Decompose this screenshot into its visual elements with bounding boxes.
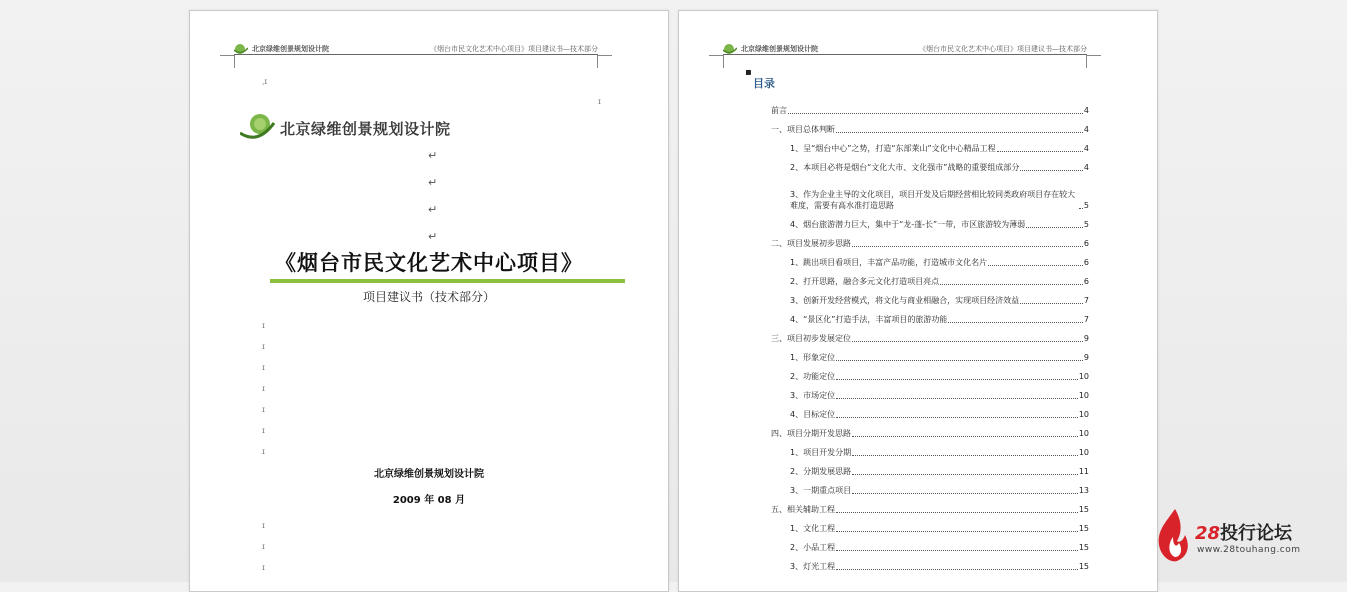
- toc-page-number: 10: [1078, 372, 1089, 381]
- toc-entry[interactable]: [771, 211, 1089, 230]
- toc-page-number: 9: [1083, 353, 1089, 362]
- bullet-mark: ▪: [745, 67, 752, 78]
- toc-entry[interactable]: [771, 382, 1089, 401]
- margin-corner-mark: [709, 55, 724, 68]
- margin-corner-mark: [597, 55, 612, 68]
- paragraph-mark: ɪ: [262, 521, 265, 530]
- toc-entry[interactable]: [771, 173, 1089, 211]
- toc-entry[interactable]: [771, 344, 1089, 363]
- flame-icon: [1157, 507, 1191, 563]
- toc-entry-text: 2、打开思路，融合多元文化打造项目亮点: [790, 277, 940, 286]
- toc-entry-text: 五、相关辅助工程: [771, 505, 835, 514]
- toc-leader-dots: [852, 474, 1078, 475]
- toc-entry-text: 2、功能定位: [790, 372, 836, 381]
- toc-page-number: 7: [1083, 296, 1089, 305]
- forum-title: 投行论坛: [1220, 523, 1293, 544]
- forum-url: www.28touhang.com: [1197, 545, 1301, 555]
- toc-page-number: 5: [1083, 201, 1089, 210]
- toc-leader-dots: [940, 284, 1083, 285]
- toc-page-number: 10: [1078, 391, 1089, 400]
- logo-icon: [240, 111, 276, 141]
- paragraph-mark: ɪ: [262, 426, 265, 435]
- toc-page-number: 4: [1083, 125, 1089, 134]
- toc-entry-text: 一、项目总体判断: [771, 125, 835, 134]
- header-divider: [723, 54, 1087, 55]
- margin-corner-mark: [220, 55, 235, 68]
- document-page-toc: [678, 10, 1158, 592]
- toc-leader-dots: [1020, 170, 1083, 171]
- toc-page-number: 7: [1083, 315, 1089, 324]
- toc-page-number: 5: [1083, 220, 1089, 229]
- organization-name: 北京绿维创景规划设计院: [374, 469, 484, 480]
- toc-entry-text: 二、项目发展初步思路: [771, 239, 851, 248]
- document-page-cover: [189, 10, 669, 592]
- toc-entry-text: 3、创新开发经营模式，将文化与商业相融合，实现项目经济效益: [790, 296, 1020, 305]
- document-subtitle: 项目建议书（技术部分）: [362, 290, 495, 304]
- toc-entry[interactable]: [771, 135, 1089, 154]
- paragraph-mark: ɪ: [262, 563, 265, 572]
- toc-leader-dots: [836, 398, 1078, 399]
- header-document-title: 《烟台市民文化艺术中心项目》项目建议书—技术部分: [919, 45, 1087, 53]
- header-organization: 北京绿维创景规划设计院: [252, 45, 329, 53]
- toc-entry[interactable]: [771, 420, 1089, 439]
- toc-entry-text: 2、分期发展思路: [790, 467, 852, 476]
- header-document-title: 《烟台市民文化艺术中心项目》项目建议书—技术部分: [430, 45, 598, 53]
- toc-entry-text: 1、项目开发分期: [790, 448, 852, 457]
- toc-entry-text: 4、烟台旅游潜力巨大，集中于“龙-蓬-长”一带，市区旅游较为薄弱: [790, 220, 1026, 229]
- toc-leader-dots: [836, 512, 1078, 513]
- toc-page-number: 6: [1083, 277, 1089, 286]
- toc-entry[interactable]: [771, 534, 1089, 553]
- toc-entry-text: 2、本项目必将是烟台“文化大市、文化强市”战略的重要组成部分: [790, 163, 1020, 172]
- paragraph-mark: ɪ: [262, 342, 265, 351]
- paragraph-mark: ɪ: [262, 363, 265, 372]
- toc-entry-text: 4、“景区化”打造手法，丰富项目的旅游功能: [790, 315, 948, 324]
- margin-corner-mark: [1086, 55, 1101, 68]
- page-header: [234, 43, 598, 67]
- toc-entry[interactable]: [771, 515, 1089, 534]
- toc-leader-dots: [1026, 227, 1083, 228]
- table-of-contents: [771, 97, 1089, 572]
- toc-page-number: 9: [1083, 334, 1089, 343]
- toc-page-number: 13: [1078, 486, 1089, 495]
- toc-entry-text: 1、呈“烟台中心”之势，打造“东部莱山”文化中心精品工程: [790, 144, 996, 153]
- toc-leader-dots: [852, 436, 1078, 437]
- toc-leader-dots: [836, 132, 1083, 133]
- toc-leader-dots: [1079, 208, 1083, 209]
- toc-entry-text: 2、小品工程: [790, 543, 836, 552]
- toc-entry[interactable]: [771, 230, 1089, 249]
- toc-page-number: 6: [1083, 239, 1089, 248]
- toc-leader-dots: [852, 341, 1083, 342]
- toc-leader-dots: [852, 246, 1083, 247]
- toc-entry[interactable]: [771, 496, 1089, 515]
- forum-name: [1195, 519, 1292, 545]
- return-mark: ↵: [428, 203, 438, 216]
- toc-heading: 目录: [753, 77, 775, 90]
- toc-entry[interactable]: [771, 477, 1089, 496]
- toc-leader-dots: [836, 569, 1078, 570]
- toc-entry[interactable]: [771, 439, 1089, 458]
- toc-page-number: 4: [1083, 106, 1089, 115]
- toc-leader-dots: [836, 360, 1083, 361]
- toc-leader-dots: [788, 113, 1083, 114]
- toc-entry-text: 前言: [771, 106, 787, 115]
- toc-entry-text: 1、形象定位: [790, 353, 836, 362]
- toc-entry-text: 3、灯光工程: [790, 562, 836, 571]
- toc-entry[interactable]: [771, 268, 1089, 287]
- toc-page-number: 10: [1078, 410, 1089, 419]
- page-header: [723, 43, 1087, 67]
- toc-entry-text: 3、作为企业主导的文化项目，项目开发及后期经营相比较同类政府项目存在较大难度，需要有高水准打造思路: [790, 190, 1076, 210]
- toc-entry[interactable]: [771, 401, 1089, 420]
- toc-page-number: 15: [1078, 562, 1089, 571]
- toc-entry[interactable]: [771, 287, 1089, 306]
- toc-page-number: 15: [1078, 505, 1089, 514]
- toc-entry-text: 四、项目分期开发思路: [771, 429, 851, 438]
- toc-entry[interactable]: [771, 154, 1089, 173]
- toc-entry[interactable]: [771, 553, 1089, 572]
- toc-leader-dots: [836, 531, 1078, 532]
- toc-page-number: 10: [1078, 429, 1089, 438]
- toc-leader-dots: [988, 265, 1083, 266]
- toc-entry-text: 3、市场定位: [790, 391, 836, 400]
- paragraph-mark: ɪ: [262, 405, 265, 414]
- title-underline: [270, 279, 625, 283]
- toc-leader-dots: [1020, 303, 1083, 304]
- toc-page-number: 11: [1078, 467, 1089, 476]
- paragraph-mark: ɪ: [262, 321, 265, 330]
- toc-page-number: 15: [1078, 524, 1089, 533]
- toc-entry[interactable]: [771, 325, 1089, 344]
- paragraph-mark: ɪ: [262, 384, 265, 393]
- toc-entry-text: 1、文化工程: [790, 524, 836, 533]
- toc-entry[interactable]: [771, 97, 1089, 116]
- toc-leader-dots: [836, 379, 1078, 380]
- return-mark: ↵: [428, 230, 438, 243]
- toc-leader-dots: [852, 493, 1078, 494]
- toc-entry[interactable]: [771, 458, 1089, 477]
- forum-watermark: [1153, 505, 1343, 575]
- return-mark: ↵: [428, 176, 438, 189]
- toc-leader-dots: [997, 151, 1083, 152]
- toc-page-number: 10: [1078, 448, 1089, 457]
- toc-page-number: 6: [1083, 258, 1089, 267]
- toc-entry[interactable]: [771, 363, 1089, 382]
- document-title: 《烟台市民文化艺术中心项目》: [275, 250, 583, 275]
- document-date: 2009 年 08 月: [392, 495, 466, 506]
- paragraph-mark: ɪ: [262, 447, 265, 456]
- toc-entry-text: 3、一期重点项目: [790, 486, 852, 495]
- paragraph-mark: ɪ: [262, 542, 265, 551]
- toc-entry-text: 1、跳出项目看项目，丰富产品功能，打造城市文化名片: [790, 258, 988, 267]
- forum-number: 28: [1195, 523, 1221, 544]
- toc-entry[interactable]: [771, 249, 1089, 268]
- toc-entry-text: 三、项目初步发展定位: [771, 334, 851, 343]
- toc-entry-text: 4、目标定位: [790, 410, 836, 419]
- toc-leader-dots: [948, 322, 1083, 323]
- toc-page-number: 4: [1083, 144, 1089, 153]
- paragraph-mark: ɪ: [598, 97, 601, 106]
- toc-page-number: 15: [1078, 543, 1089, 552]
- toc-leader-dots: [852, 455, 1078, 456]
- toc-page-number: 4: [1083, 163, 1089, 172]
- toc-leader-dots: [836, 550, 1078, 551]
- paragraph-mark: ˌɪ: [262, 77, 268, 86]
- header-divider: [234, 54, 598, 55]
- toc-entry[interactable]: [771, 306, 1089, 325]
- header-organization: 北京绿维创景规划设计院: [741, 45, 818, 53]
- toc-entry[interactable]: [771, 116, 1089, 135]
- organization-logo-text: 北京绿维创景规划设计院: [280, 120, 451, 138]
- return-mark: ↵: [428, 149, 438, 162]
- toc-leader-dots: [836, 417, 1078, 418]
